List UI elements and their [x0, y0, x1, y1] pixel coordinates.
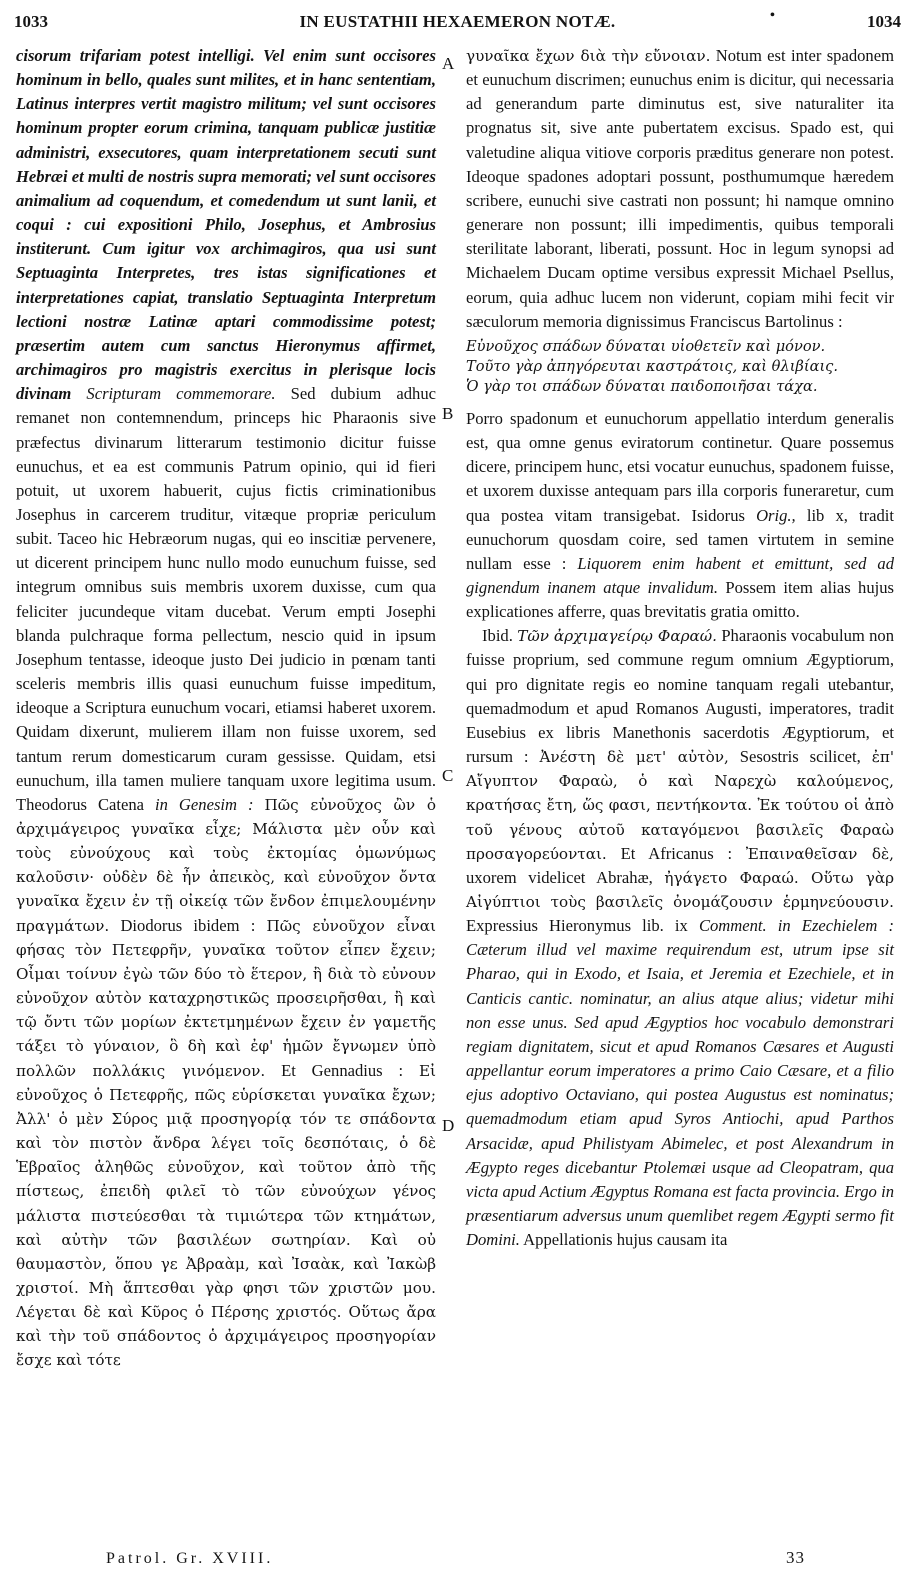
- margin-letter-a: A: [442, 54, 455, 73]
- commentary-text: Appellationis hujus causam ita: [523, 1230, 728, 1250]
- commentary-text: uxorem videlicet Abrahæ,: [466, 867, 653, 887]
- commentary-text: Possem item alias hujus explicationes afferre, quas brevitatis gratia omitto.: [466, 577, 894, 622]
- right-paragraph-3: [466, 624, 894, 1252]
- greek-continuation: γυναῖκα ἔχων διὰ τὴν εὔνοιαν.: [466, 47, 711, 65]
- margin-letter-b: B: [442, 404, 454, 423]
- header-dot: •: [770, 8, 775, 23]
- citation-africanus: Et Africanus :: [620, 843, 733, 863]
- citation-gennadius: Et Gennadius :: [281, 1060, 404, 1080]
- quotation-hieronymus: Comment. in Ezechielem : Cæterum illud vel maxime requirendum est, utrum ipse sit Pharao, qui in Exodo, et Isaia, et Jeremia et Ezechiele, et in Canticis cantic. nominatur, an alius atque alius; videtur mihi non esse unus. Sed apud Ægyptios hoc vocabulo demonstrari regiam dignitatem, sicut et apud Romanos Cæsares et Augusti appellantur eorum imperatores a primo Caio Cæsare, et a filio ejus adoptivo Octaviano, qui postea Augustus est nominatus; quemadmodum etiam apud Syros Antiochi, apud Parthos Arsacidæ, apud Philistyam Abimelec, et post Alexandrum in Ægypto reges dicebantur Ptolemæi usque ad Cleopatram, qua victa apud Actium Ægyptus Romana est facta provincia. Ergo in præsentiarum adversus unum quemlibet regem Ægypti sermo fit Domini.: [466, 916, 894, 1250]
- page-number-right: 1034: [867, 12, 901, 31]
- margin-letter-c: C: [442, 766, 454, 785]
- citation-diodorus: Diodorus ibidem :: [120, 915, 256, 935]
- italic-commentary-tail: Scripturam commemorare.: [86, 384, 276, 404]
- verse-line: Ὁ γὰρ τοι σπάδων δύναται παιδοποιῆσαι τάχα.: [466, 377, 818, 395]
- verse-line: Εὐνοῦχος σπάδων δύναται υἱοθετεῖν καὶ μόνον.: [466, 337, 826, 355]
- commentary-text: Pharaonis vocabulum non fuisse proprium, sed commune regum omnium Ægyptiorum, qui pro dignitate regis eo nomine tanquam regali utebantur, quemadmodum et apud Romanos Augusti, imperatores, tradit Eusebius ex libris Manethonis sacerdotis Ægyptiorum, et rursum :: [466, 626, 894, 767]
- quotation-isidorus: Liquorem enim habent et emittunt, sed ad gignendum inanem atque invalidum.: [466, 553, 895, 597]
- greek-quote-theodorus: Πῶς εὐνοῦχος ὢν ὁ ἀρχιμάγειρος γυναῖκα εἶχε; Μάλιστα μὲν οὖν καὶ τοὺς εὐνούχους καὶ τοὺς ἐκτομίας ὁμωνύμως καλοῦσιν· οὐδὲν δὲ ἦν ἀπεικὸς, καὶ εὐνοῦχον ὄντα γυναῖκα ἔχειν ἐν τῇ οἰκείᾳ τῶν ἔνδον ἐπιμελουμένην πραγμάτων.: [16, 795, 436, 935]
- page-number-left: 1033: [14, 12, 48, 31]
- margin-letter-d: D: [442, 1116, 455, 1135]
- lemma-ibid: Ibid.: [482, 626, 513, 646]
- greek-quote-diodorus: Πῶς εὐνοῦχον εἶναι φήσας τὸν Πετεφρῆν, γυναῖκα τοῦτον εἶπεν ἔχειν; Οἶμαι τοίνυν ἐγὼ τῶν δύο τὸ ἕτερον, ἢ διὰ τὸ εὐνουν εὐνοῦχον αὐτὸν καταχρηστικῶς προσειρῆσθαι, ἢ καὶ τῷ ὄντι τῶν μορίων ἐκτετμημένων ἔχειν ἐν γαμετῆς τάξει τὸ γύναιον, ὃ δὴ καὶ ἐφ' ἡμῶν ἔγνωμεν ὑπὸ πολλῶν πολλάκις γινόμενον.: [16, 916, 436, 1080]
- left-column: [16, 44, 436, 1373]
- commentary-text: Expressius Hieronymus lib. ix: [466, 916, 688, 936]
- right-column: [466, 44, 894, 1252]
- verse-line: Τοῦτο γὰρ ἀπηγόρευται καστράτοις, καὶ θλιβίαις.: [466, 357, 838, 375]
- citation-genesis: in Genesim :: [155, 794, 254, 814]
- greek-quote-africanus-cont: ἠγάγετο Φαραώ. Οὕτω γὰρ Αἰγύπτιοι τοὺς βασιλεῖς ὀνομάζουσιν ἑρμηνεύουσιν.: [466, 868, 894, 911]
- right-paragraph-1: [466, 44, 894, 334]
- psellus-verses: [466, 337, 894, 397]
- volume-signature: Patrol. Gr. XVIII.: [106, 1550, 274, 1567]
- greek-quote-africanus: Ἐπαιναθεῖσαν δὲ,: [745, 844, 894, 863]
- citation-origines: Orig.,: [756, 505, 796, 525]
- commentary-text: Notum est inter spadonem et eunuchum discrimen; eunuchus enim is dicitur, qui necessaria ad generandum parte diminutus est, sive naturaliter ita prognatus sit, sive ante pubertatem excisus. Spado est, qui valetudine aliqua vitiove corporis præditus generare non potest. Ideoque spadones adoptari possunt, posthumumque hæredem scribere, eunuchi sive castrati non possunt; hi namque omnino generare non possunt; illi impedimentis, quibus temporali sterilitate laborant, liberati, possunt. Hoc in legum synopsi ad Michaelem Ducam optime versibus expressit Michael Psellus, eorum, quia adhuc lucem non viderunt, copiam mihi fecit vir sæculorum memoria dignissimus Franciscus Bartolinus :: [466, 46, 894, 331]
- commentary-text: Sed dubium adhuc remanet non contemnendum, princeps hic Pharaonis sive præfectus divinarum litterarum testimonio dicitur fuisse eunuchus, et ea est communis Patrum opinio, qui id fieri potuit, ut uxorem habuerit, cujus fictis criminationibus Josephus in carcerem truditur, vitæque propriæ periculum subit. Taceo hic Hebræorum nugas, qui eo inscitiæ pervenere, ut dicerent principem hunc nullo modo eunuchum fuisse, sed integrum omnibus suis membris uxorem duxisse, cum qua feliciter jucundeque vitam ducebat. Verum empti Josephi blanda pulchraque forma pellectum, nescio quid in ipsum Josephum tentasse, ideoque justo Dei judicio in pœnam tanti sceleris membris illis quasi eunuchum fuisse impeditum, ideoque a Scriptura eunuchum vocari, etiamsi haberet uxorem. Quidam dixerunt, mulierem illam non fuisse uxorem, sed tantum rerum domesticarum curam gessisse. Quidam, etsi eunuchum, illa tamen muliere tanquam uxore legitima usum. Theodorus Catena: [16, 384, 436, 814]
- greek-quote-eusebius: Ἀνέστη δὲ μετ' αὐτὸν,: [539, 748, 729, 767]
- commentary-text: Sesostris scilicet,: [739, 747, 861, 767]
- right-paragraph-2: [466, 407, 894, 624]
- left-paragraph: [16, 44, 436, 1373]
- lemma-greek: Τῶν ἀρχιμαγείρῳ Φαραώ.: [517, 627, 717, 646]
- running-title: IN EUSTATHII HEXAEMERON NOTÆ.: [299, 12, 616, 31]
- gathering-signature: 33: [786, 1548, 805, 1567]
- greek-quote-eusebius-cont: ἐπ' Αἴγυπτον Φαραὼ, ὁ καὶ Ναρεχὼ καλούμενος, κρατήσας ἔτη, ὥς φασι, πεντήκοντα. Ἐκ τούτου οἱ ἀπὸ τοῦ γένους αὐτοῦ καταγόμενοι βασιλεῖς Φαραὼ προσαγορεύονται.: [466, 748, 894, 863]
- greek-quote-gennadius: Εἰ εὐνοῦχος ὁ Πετεφρῆς, πῶς εὑρίσκεται γυναῖκα ἔχων; Ἀλλ' ὁ μὲν Σύρος μιᾷ προσηγορίᾳ τόν τε σπάδοντα καὶ τὸν πιστὸν ἄνδρα λέγει τοῖς δεσπόταις, ὁ δὲ Ἑβραῖος ἀληθῶς εὐνοῦχον, καὶ τοῦτον ἀπὸ τῆς πίστεως, ἐπειδὴ φιλεῖ τὸ τῶν εὐνούχων γένος μάλιστα πιστεύεσθαι τὰ τιμιώτερα τῶν κτημάτων, καὶ αὐτὴν τῶν βασιλέων σωτηρίαν. Καὶ οὐ θαυμαστὸν, ὅπου γε Ἀβραὰμ, καὶ Ἰσαὰκ, καὶ Ἰακὼβ χριστοί. Μὴ ἅπτεσθαι γὰρ φησι τῶν χριστῶν μου. Λέγεται δὲ καὶ Κῦρος ὁ Πέρσης χριστός. Οὕτως ἄρα καὶ τὴν τοῦ σπάδοντος ὁ ἀρχιμάγειρος προσηγορίαν ἔσχε καὶ τότε: [16, 1061, 437, 1370]
- commentary-text: lib x, tradit eunuchorum quosdam coire, sed tamen virtutem in semine nullam esse :: [466, 505, 895, 573]
- running-header: [14, 6, 901, 34]
- italic-commentary: cisorum trifariam potest intelligi. Vel enim sunt occisores hominum in bello, quales sunt milites, et in hanc sententiam, Latinus interpres vertit magistro militum; vel sunt occisores hominum propter eorum crimina, tanquam publicæ justitiæ administri, exsecutores, quam interpretationem secuti sunt Hebræi et multi de nostris supra memorati; vel sunt occisores animalium ad coquendum, et comedendum ut sunt lanii, et coqui : cui expositioni Philo, Josephus, et Ambrosius institerunt. Cum igitur vox archimagiros, qua usi sunt Septuaginta Interpretes, tres istas significationes et interpretationes capiat, translatio Septuaginta Interpretum lectioni nostræ Latinæ aptari commodissime potest; præsertim autem cum sanctus Hieronymus affirmet, archimagiros pro magistris exercitus in plerisque locis divinam: [16, 46, 436, 404]
- commentary-text: Porro spadonum et eunuchorum appellatio interdum generalis est, qua omne genus eviratorum continetur. Quare possemus dicere, principem hunc, etsi vocatur eunuchus, spadonem fuisse, et uxorem duxisse antequam pars illa corporis funeraretur, cum qua postea vitam transigebat. Isidorus: [466, 408, 894, 525]
